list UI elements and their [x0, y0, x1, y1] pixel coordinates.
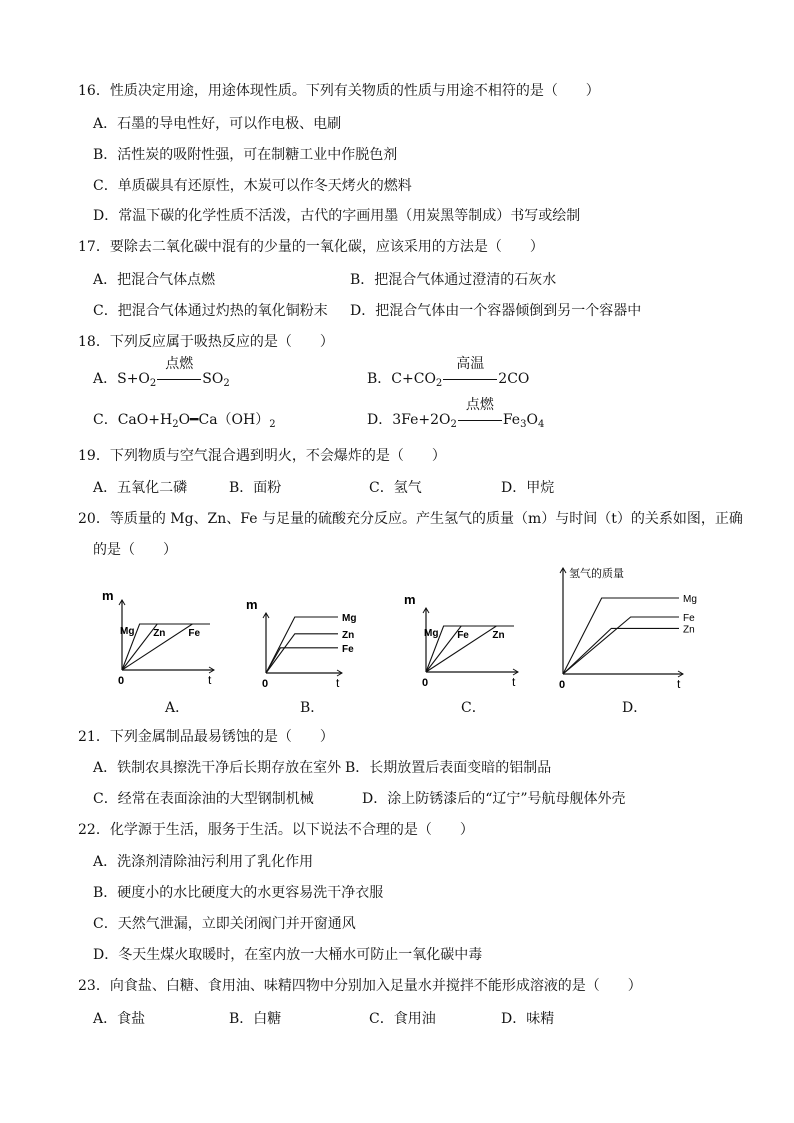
series-label-zn: Zn — [153, 628, 166, 639]
series-label-fe: Fe — [188, 628, 201, 639]
q16-stem: 16．性质决定用途，用途体现性质。下列有关物质的性质与用途不相符的是（ ） — [78, 83, 600, 99]
q23-option-a: A．食盐 — [93, 1011, 146, 1027]
q21-option-b: B．长期放置后表面变暗的铝制品 — [345, 760, 552, 776]
series-label-zn: Zn — [342, 629, 355, 641]
q18-option-d: D．$3Fe+2O_2$ 点燃 $Fe_3O_4$ — [367, 397, 545, 430]
series-label-zn: Zn — [492, 630, 505, 641]
q21-option-c: C．经常在表面涂油的大型钢制机械 — [93, 791, 314, 807]
series-label-mg: Mg — [683, 594, 697, 605]
y-axis-label: m — [102, 588, 114, 603]
origin-label: 0 — [262, 678, 269, 690]
chart-b — [240, 595, 357, 690]
q23-option-d: D．味精 — [501, 1011, 555, 1027]
q18-option-b: B．$C+CO_2$ 高温 2CO — [367, 356, 530, 389]
q20-stem-line1: 20．等质量的 Mg、Zn、Fe 与足量的硫酸充分反应。产生氢气的质量（m）与时间（t）的关系如图，正确 — [78, 511, 743, 527]
series-line-mg — [266, 617, 338, 673]
series-label-fe: Fe — [457, 630, 469, 641]
series-label-mg: Mg — [424, 628, 439, 639]
chart-c — [392, 588, 522, 692]
q19-option-b: B．面粉 — [229, 480, 282, 496]
chart-c-label: C． — [461, 700, 486, 716]
q21-stem: 21．下列金属制品最易锈蚀的是（ ） — [78, 729, 334, 745]
q22-stem: 22．化学源于生活，服务于生活。以下说法不合理的是（ ） — [78, 822, 474, 838]
q18-option-a: A．$S+O_2$ 点燃 $SO_2$ — [93, 356, 230, 389]
q19-option-d: D．甲烷 — [501, 480, 555, 496]
q23-option-b: B．白糖 — [229, 1011, 282, 1027]
chart-b-label: B． — [300, 700, 325, 716]
q19-option-a: A．五氧化二磷 — [93, 480, 188, 496]
q17-stem: 17．要除去二氧化碳中混有的少量的一氧化碳，应该采用的方法是（ ） — [78, 239, 544, 255]
y-axis-label: m — [404, 592, 416, 607]
y-axis-label: 氢气的质量 — [569, 568, 624, 580]
series-label-zn: Zn — [683, 624, 695, 636]
x-axis-label: t — [336, 676, 340, 690]
q17-option-b: B．把混合气体通过澄清的石灰水 — [350, 272, 557, 288]
origin-label: 0 — [422, 677, 429, 689]
reaction-condition: 点燃 — [156, 370, 202, 388]
q16-option-b: B．活性炭的吸附性强，可在制糖工业中作脱色剂 — [93, 147, 398, 163]
reaction-condition: 高温 — [442, 370, 498, 388]
q23-stem: 23．向食盐、白糖、食用油、味精四物中分别加入足量水并搅拌不能形成溶液的是（ ） — [78, 978, 642, 994]
q21-option-a: A．铁制农具擦洗干净后长期存放在室外 — [93, 760, 342, 776]
q17-option-a: A．把混合气体点燃 — [93, 272, 216, 288]
origin-label: 0 — [118, 675, 125, 687]
chart-d-label: D． — [622, 700, 648, 716]
q17-option-c: C．把混合气体通过灼热的氧化铜粉末 — [93, 303, 328, 319]
q23-option-c: C．食用油 — [369, 1011, 436, 1027]
q18-option-c: C．$CaO+H_2O━Ca(OH)_2$ — [93, 412, 276, 430]
chart-a — [92, 582, 222, 692]
x-axis-label: t — [677, 677, 681, 691]
chart-a-label: A． — [165, 700, 190, 716]
q16-option-a: A．石墨的导电性好，可以作电极、电刷 — [93, 116, 342, 132]
q19-stem: 19．下列物质与空气混合遇到明火，不会爆炸的是（ ） — [78, 448, 446, 464]
series-label-fe: Fe — [342, 643, 354, 655]
q22-option-c: C．天然气泄漏，立即关闭阀门并开窗通风 — [93, 916, 356, 932]
chart-d — [553, 562, 697, 694]
q17-option-d: D．把混合气体由一个容器倾倒到另一个容器中 — [350, 303, 642, 319]
reaction-condition: 点燃 — [457, 411, 503, 429]
origin-label: 0 — [559, 679, 566, 691]
q21-option-d: D．涂上防锈漆后的“辽宁”号航母舰体外壳 — [362, 791, 626, 807]
y-axis-label: m — [246, 597, 258, 612]
q16-option-d: D．常温下碳的化学性质不活泼，古代的字画用墨（用炭黑等制成）书写或绘制 — [93, 208, 581, 224]
series-line-zn — [563, 628, 679, 674]
q20-stem-line2: 的是（ ） — [93, 542, 177, 558]
q22-option-a: A．洗涤剂清除油污利用了乳化作用 — [93, 854, 314, 870]
q22-option-b: B．硬度小的水比硬度大的水更容易洗干净衣服 — [93, 885, 384, 901]
x-axis-label: t — [208, 673, 212, 687]
q22-option-d: D．冬天生煤火取暖时，在室内放一大桶水可防止一氧化碳中毒 — [93, 947, 483, 963]
x-axis-label: t — [512, 675, 516, 689]
q18-stem: 18．下列反应属于吸热反应的是（ ） — [78, 334, 334, 350]
series-label-fe: Fe — [683, 613, 695, 624]
series-line-mg — [563, 598, 679, 674]
series-line-fe — [563, 617, 679, 674]
series-label-mg: Mg — [342, 613, 357, 624]
q16-option-c: C．单质碳具有还原性，木炭可以作冬天烤火的燃料 — [93, 178, 412, 194]
series-label-mg: Mg — [120, 626, 135, 637]
q19-option-c: C．氢气 — [369, 480, 422, 496]
